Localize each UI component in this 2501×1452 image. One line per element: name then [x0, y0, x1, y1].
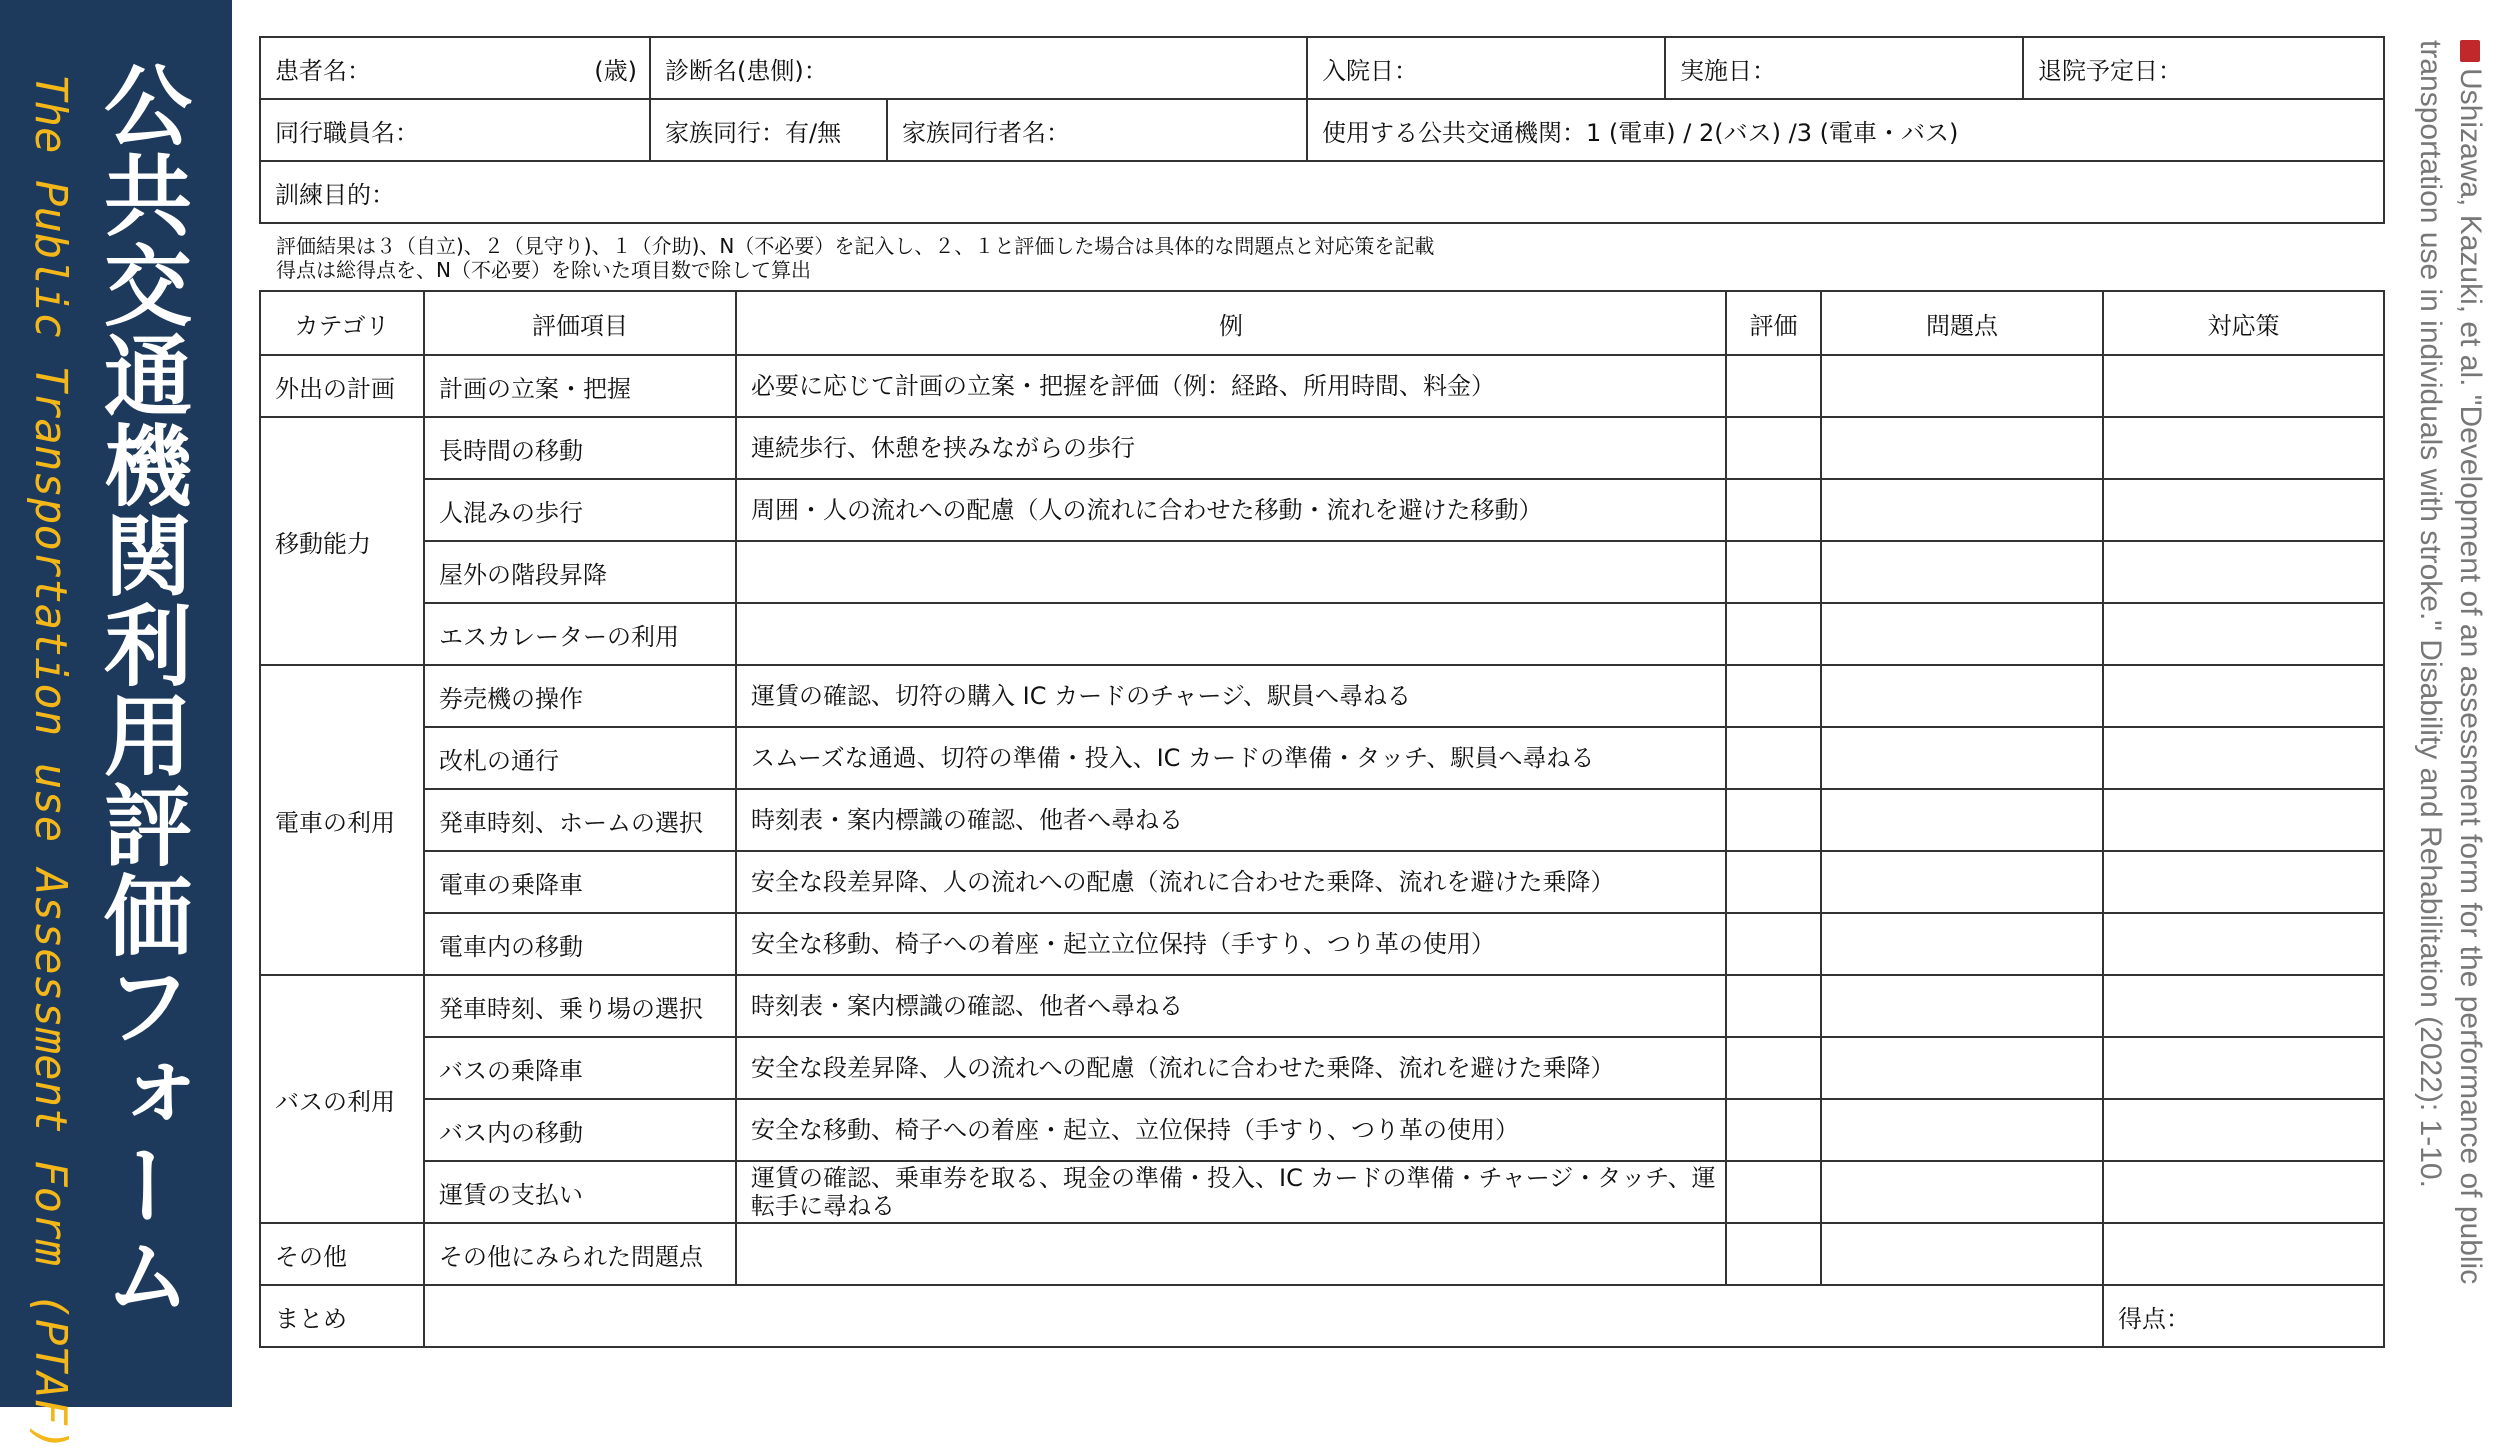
rating-cell[interactable]: [1726, 913, 1821, 975]
col-category: カテゴリ: [260, 291, 424, 355]
problem-cell[interactable]: [1821, 417, 2103, 479]
rating-cell[interactable]: [1726, 479, 1821, 541]
example-text: 時刻表・案内標識の確認、他者へ尋ねる: [736, 975, 1726, 1037]
col-problem: 問題点: [1821, 291, 2103, 355]
table-row: [260, 1285, 2384, 1347]
family-accompany-field[interactable]: 家族同行：有/無: [650, 99, 887, 161]
example-text: [736, 1223, 1726, 1285]
rating-cell[interactable]: [1726, 1099, 1821, 1161]
measure-cell[interactable]: [2103, 789, 2384, 851]
example-text: 安全な移動、椅子への着座・起立、立位保持（手すり、つり革の使用）: [736, 1099, 1726, 1161]
example-text: 周囲・人の流れへの配慮（人の流れに合わせた移動・流れを避けた移動）: [736, 479, 1726, 541]
example-text: 安全な移動、椅子への着座・起立立位保持（手すり、つり革の使用）: [736, 913, 1726, 975]
citation: [2410, 40, 2490, 1370]
problem-cell[interactable]: [1821, 355, 2103, 417]
item-label: 電車の乗降車: [424, 851, 736, 913]
rating-cell[interactable]: [1726, 665, 1821, 727]
problem-cell[interactable]: [1821, 727, 2103, 789]
example-text: スムーズな通過、切符の準備・投入、IC カードの準備・タッチ、駅員へ尋ねる: [736, 727, 1726, 789]
measure-cell[interactable]: [2103, 541, 2384, 603]
category-train: 電車の利用: [260, 665, 424, 975]
diagnosis-field[interactable]: 診断名(患側)：: [650, 37, 1307, 99]
measure-cell[interactable]: [2103, 603, 2384, 665]
item-label: その他にみられた問題点: [424, 1223, 736, 1285]
measure-cell[interactable]: [2103, 913, 2384, 975]
item-label: 電車内の移動: [424, 913, 736, 975]
measure-cell[interactable]: [2103, 851, 2384, 913]
example-text: 運賃の確認、乗車券を取る、現金の準備・投入、IC カードの準備・チャージ・タッチ、運転手に尋ねる: [736, 1161, 1726, 1223]
rating-cell[interactable]: [1726, 727, 1821, 789]
col-example: 例: [736, 291, 1726, 355]
problem-cell[interactable]: [1821, 1037, 2103, 1099]
rating-cell[interactable]: [1726, 541, 1821, 603]
assessment-table: [259, 290, 2385, 1348]
table-row: [260, 789, 2384, 851]
implementation-date-field[interactable]: 実施日：: [1665, 37, 2023, 99]
measure-cell[interactable]: [2103, 1223, 2384, 1285]
measure-cell[interactable]: [2103, 1099, 2384, 1161]
problem-cell[interactable]: [1821, 603, 2103, 665]
summary-cell[interactable]: [424, 1285, 2103, 1347]
patient-name-label: 患者名：: [275, 56, 371, 85]
measure-cell[interactable]: [2103, 1037, 2384, 1099]
rating-cell[interactable]: [1726, 1223, 1821, 1285]
rating-cell[interactable]: [1726, 1037, 1821, 1099]
example-text: 連続歩行、休憩を挟みながらの歩行: [736, 417, 1726, 479]
table-row: [260, 541, 2384, 603]
discharge-date-field[interactable]: 退院予定日：: [2023, 37, 2384, 99]
family-name-field[interactable]: 家族同行者名：: [887, 99, 1307, 161]
table-row: [260, 1223, 2384, 1285]
rating-cell[interactable]: [1726, 355, 1821, 417]
item-label: バスの乗降車: [424, 1037, 736, 1099]
item-label: 運賃の支払い: [424, 1161, 736, 1223]
example-text: [736, 541, 1726, 603]
item-label: 人混みの歩行: [424, 479, 736, 541]
instruction-line-1: 評価結果は３（自立)、２（見守り)、１（介助)、N（不必要）を記入し、２、１と評価した場合は具体的な問題点と対応策を記載: [276, 234, 1435, 258]
title-banner: [0, 0, 232, 1452]
age-label: (歳): [594, 56, 637, 85]
score-field[interactable]: 得点：: [2103, 1285, 2384, 1347]
rating-cell[interactable]: [1726, 1161, 1821, 1223]
item-label: 改札の通行: [424, 727, 736, 789]
item-label: 長時間の移動: [424, 417, 736, 479]
table-row: [260, 1099, 2384, 1161]
table-row: [260, 417, 2384, 479]
table-row: [260, 727, 2384, 789]
measure-cell[interactable]: [2103, 727, 2384, 789]
measure-cell[interactable]: [2103, 417, 2384, 479]
training-purpose-field[interactable]: 訓練目的：: [260, 161, 2384, 223]
category-plan: 外出の計画: [260, 355, 424, 417]
item-label: 発車時刻、ホームの選択: [424, 789, 736, 851]
example-text: 安全な段差昇降、人の流れへの配慮（流れに合わせた乗降、流れを避けた乗降）: [736, 851, 1726, 913]
example-text: [736, 603, 1726, 665]
table-row: [260, 665, 2384, 727]
col-rating: 評価: [1726, 291, 1821, 355]
col-measure: 対応策: [2103, 291, 2384, 355]
measure-cell[interactable]: [2103, 665, 2384, 727]
problem-cell[interactable]: [1821, 1099, 2103, 1161]
table-row: [260, 913, 2384, 975]
patient-info-table: [259, 36, 2385, 224]
problem-cell[interactable]: [1821, 1223, 2103, 1285]
item-label: 券売機の操作: [424, 665, 736, 727]
problem-cell[interactable]: [1821, 789, 2103, 851]
problem-cell[interactable]: [1821, 541, 2103, 603]
banner-subtitle: The Public Transportation use Assessment Form (PTAF): [25, 74, 76, 1452]
admission-date-field[interactable]: 入院日：: [1307, 37, 1665, 99]
measure-cell[interactable]: [2103, 479, 2384, 541]
example-text: 運賃の確認、切符の購入 IC カードのチャージ、駅員へ尋ねる: [736, 665, 1726, 727]
table-row: [260, 851, 2384, 913]
book-icon: [2460, 40, 2480, 62]
table-row: [260, 479, 2384, 541]
measure-cell[interactable]: [2103, 1161, 2384, 1223]
category-summary: まとめ: [260, 1285, 424, 1347]
instructions: [276, 234, 1434, 282]
example-text: 時刻表・案内標識の確認、他者へ尋ねる: [736, 789, 1726, 851]
citation-text: Ushizawa, Kazuki, et al. "Development of an assessment form for the performance of public transportation use in individuals with stroke." Disability and Rehabilitation (2022): 1-10.: [2414, 40, 2487, 1285]
table-row: [260, 975, 2384, 1037]
instruction-line-2: 得点は総得点を、N（不必要）を除いた項目数で除して算出: [276, 258, 811, 282]
category-mobility: 移動能力: [260, 417, 424, 665]
problem-cell[interactable]: [1821, 479, 2103, 541]
rating-cell[interactable]: [1726, 975, 1821, 1037]
rating-cell[interactable]: [1726, 789, 1821, 851]
problem-cell[interactable]: [1821, 1161, 2103, 1223]
example-text: 安全な段差昇降、人の流れへの配慮（流れに合わせた乗降、流れを避けた乗降）: [736, 1037, 1726, 1099]
patient-name-field[interactable]: [260, 37, 650, 99]
measure-cell[interactable]: [2103, 355, 2384, 417]
staff-name-field[interactable]: 同行職員名：: [260, 99, 650, 161]
problem-cell[interactable]: [1821, 851, 2103, 913]
problem-cell[interactable]: [1821, 665, 2103, 727]
problem-cell[interactable]: [1821, 975, 2103, 1037]
example-text: 必要に応じて計画の立案・把握を評価（例：経路、所用時間、料金）: [736, 355, 1726, 417]
problem-cell[interactable]: [1821, 913, 2103, 975]
item-label: エスカレーターの利用: [424, 603, 736, 665]
rating-cell[interactable]: [1726, 603, 1821, 665]
table-row: [260, 603, 2384, 665]
table-row: [260, 1161, 2384, 1223]
rating-cell[interactable]: [1726, 851, 1821, 913]
col-item: 評価項目: [424, 291, 736, 355]
category-bus: バスの利用: [260, 975, 424, 1223]
item-label: 計画の立案・把握: [424, 355, 736, 417]
transport-field[interactable]: 使用する公共交通機関：1 (電車) / 2(バス) /3 (電車・バス): [1307, 99, 2384, 161]
table-row: [260, 355, 2384, 417]
item-label: 屋外の階段昇降: [424, 541, 736, 603]
measure-cell[interactable]: [2103, 975, 2384, 1037]
category-other: その他: [260, 1223, 424, 1285]
table-row: [260, 1037, 2384, 1099]
banner-title: 公共交通機関利用評価フォーム: [90, 60, 193, 1320]
rating-cell[interactable]: [1726, 417, 1821, 479]
item-label: バス内の移動: [424, 1099, 736, 1161]
item-label: 発車時刻、乗り場の選択: [424, 975, 736, 1037]
